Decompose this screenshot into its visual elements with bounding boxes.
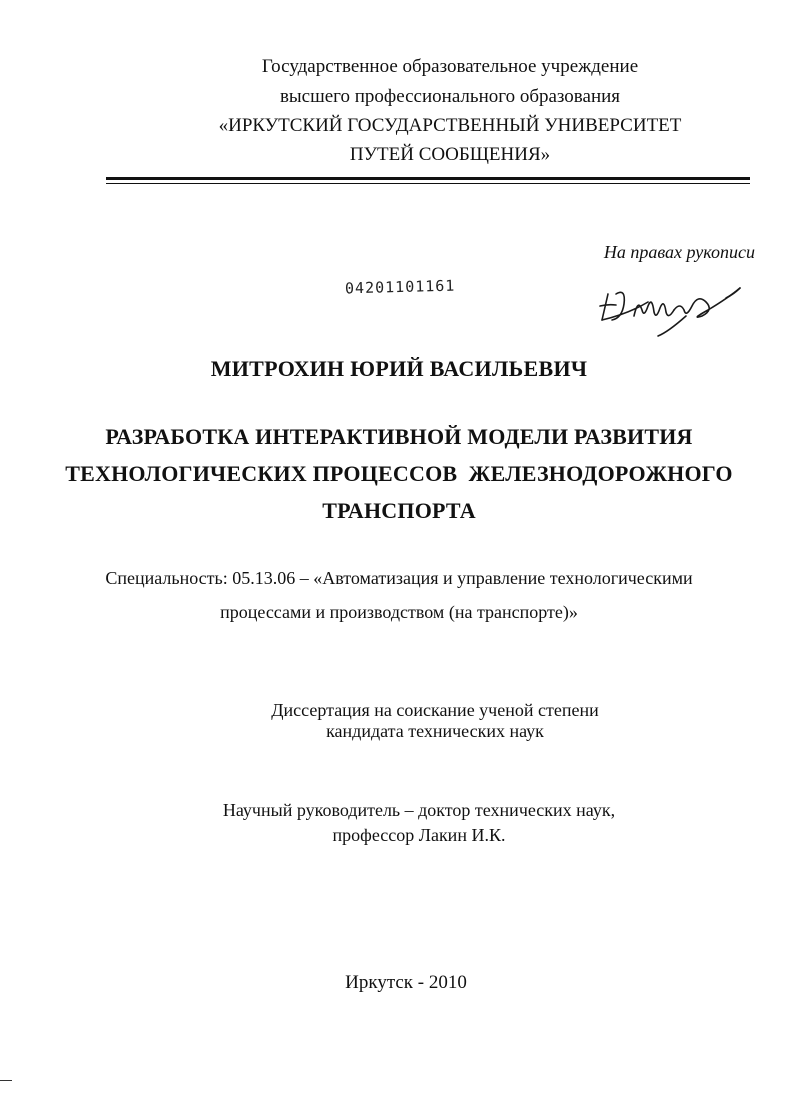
supervisor-line-2: профессор Лакин И.К. xyxy=(332,825,506,845)
institution-line-4: ПУТЕЙ СООБЩЕНИЯ» xyxy=(349,144,551,165)
title-line-1: РАЗРАБОТКА ИНТЕРАКТИВНОЙ МОДЕЛИ РАЗВИТИЯ xyxy=(105,424,693,449)
registration-stamp: 04201101161 xyxy=(344,276,456,298)
degree-line-2: кандидата технических наук xyxy=(326,721,544,741)
institution-line-1: Государственное образовательное учреждение xyxy=(261,56,639,77)
manuscript-note: На правах рукописи xyxy=(603,242,755,262)
signature-icon xyxy=(598,280,746,342)
title-line-3: ТРАНСПОРТА xyxy=(322,498,476,523)
header-divider-thin xyxy=(106,183,750,184)
institution-line-2: высшего профессионального образования xyxy=(279,86,621,107)
supervisor-line-1: Научный руководитель – доктор технических наук, xyxy=(222,800,616,820)
header-divider-thick xyxy=(106,177,750,180)
institution-line-3: «ИРКУТСКИЙ ГОСУДАРСТВЕННЫЙ УНИВЕРСИТЕТ xyxy=(218,115,682,136)
author-name: МИТРОХИН ЮРИЙ ВАСИЛЬЕВИЧ xyxy=(210,356,588,381)
specialty-line-1: Специальность: 05.13.06 – «Автоматизация и управление технологическими xyxy=(105,568,693,588)
place-year: Иркутск - 2010 xyxy=(345,972,467,993)
scan-edge-mark xyxy=(0,1080,12,1081)
title-line-2: ТЕХНОЛОГИЧЕСКИХ ПРОЦЕССОВ ЖЕЛЕЗНОДОРОЖНОГО xyxy=(65,461,733,486)
degree-line-1: Диссертация на соискание ученой степени xyxy=(271,700,599,720)
specialty-line-2: процессами и производством (на транспорте)» xyxy=(220,602,578,622)
